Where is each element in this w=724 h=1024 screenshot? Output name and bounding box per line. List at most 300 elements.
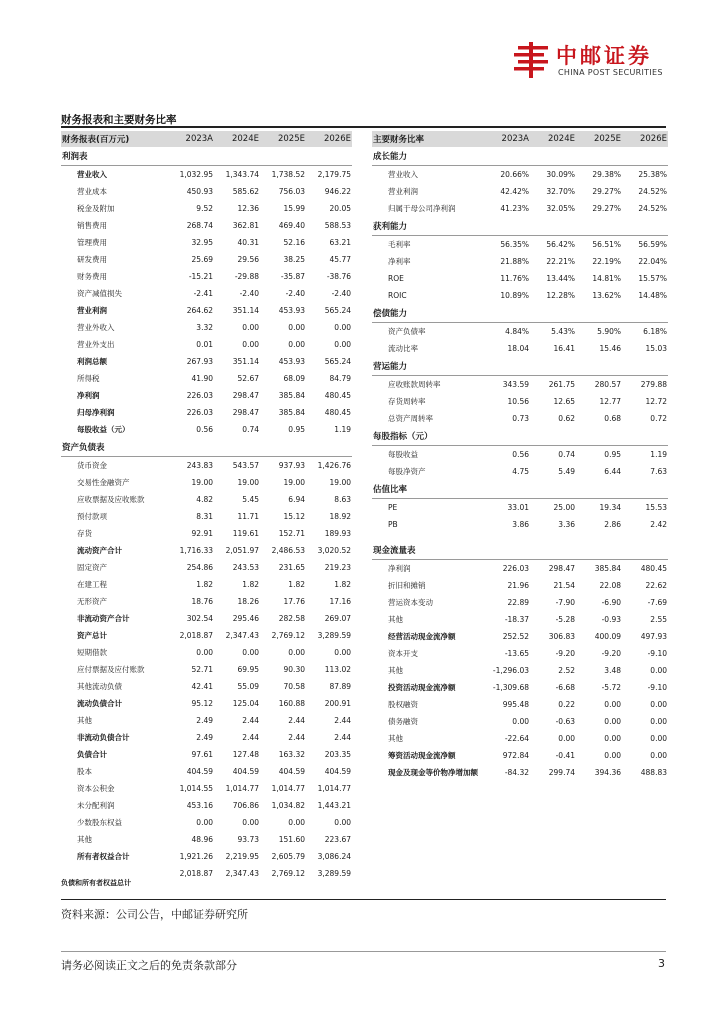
row-value: 90.30 [283, 665, 305, 674]
row-value: 394.36 [594, 768, 621, 777]
row-value: 2,347.43 [225, 631, 259, 640]
row-value: 219.23 [324, 563, 351, 572]
row-value: 5.43% [551, 327, 575, 336]
row-value: 362.81 [232, 221, 259, 230]
row-value: 1,014.77 [317, 784, 351, 793]
row-value: 3.48 [604, 666, 621, 675]
row-value: 7.63 [650, 467, 667, 476]
row-value: -29.88 [234, 272, 259, 281]
row-value: 19.00 [329, 478, 351, 487]
table-row [372, 594, 668, 611]
row-value: 1.82 [196, 580, 213, 589]
row-label: 非流动资产合计 [77, 614, 130, 623]
row-value: 97.61 [191, 750, 213, 759]
row-value: 42.42% [500, 187, 529, 196]
row-value: 55.09 [237, 682, 259, 691]
row-value: 0.00 [650, 666, 667, 675]
row-value: 279.88 [640, 380, 667, 389]
row-value: -2.40 [331, 289, 351, 298]
row-value: 1.82 [334, 580, 351, 589]
row-value: 3.32 [196, 323, 213, 332]
table-row [372, 662, 668, 679]
row-value: -18.37 [504, 615, 529, 624]
row-value: 33.01 [507, 503, 529, 512]
table-row [61, 627, 352, 644]
row-value: 1,034.82 [271, 801, 305, 810]
row-value: 280.57 [594, 380, 621, 389]
row-value: 252.52 [502, 632, 529, 641]
row-value: 20.66% [500, 170, 529, 179]
row-label: 营业收入 [388, 170, 418, 179]
row-value: 0.56 [512, 450, 529, 459]
row-value: 0.01 [196, 340, 213, 349]
row-value: 0.00 [196, 818, 213, 827]
disclaimer: 请务必阅读正文之后的免责条款部分 [61, 959, 237, 972]
row-value: 20.05 [329, 204, 351, 213]
table-row [61, 234, 352, 251]
row-label: 营业利润 [388, 187, 418, 196]
row-label: 总资产周转率 [388, 414, 433, 423]
table-row [61, 370, 352, 387]
row-value: 32.70% [546, 187, 575, 196]
row-value: 2.42 [650, 520, 667, 529]
row-value: 404.59 [324, 767, 351, 776]
row-value: 0.00 [604, 700, 621, 709]
row-label: 交易性金融资产 [77, 478, 130, 487]
table-row [61, 729, 352, 746]
row-value: 4.82 [196, 495, 213, 504]
row-value: 269.07 [324, 614, 351, 623]
table-row [61, 678, 352, 695]
row-value: 2.44 [288, 733, 305, 742]
row-value: 1,426.76 [317, 461, 351, 470]
row-value: -6.68 [555, 683, 575, 692]
row-value: 22.89 [507, 598, 529, 607]
row-value: 68.09 [283, 374, 305, 383]
table-row [372, 393, 668, 410]
row-value: 261.75 [548, 380, 575, 389]
table-row [61, 491, 352, 508]
row-value: 32.95 [191, 238, 213, 247]
row-value: -1,309.68 [492, 683, 529, 692]
row-value: 469.40 [278, 221, 305, 230]
row-value: 18.76 [191, 597, 213, 606]
table-row [372, 713, 668, 730]
table-row [372, 253, 668, 270]
row-value: 24.52% [638, 187, 667, 196]
row-value: 5.49 [558, 467, 575, 476]
row-value: 52.71 [191, 665, 213, 674]
row-label: 存货周转率 [388, 397, 426, 406]
row-value: 343.59 [502, 380, 529, 389]
table-row [372, 499, 668, 517]
row-label: 营业外收入 [77, 323, 115, 332]
row-label: 营业外支出 [77, 340, 115, 349]
row-value: 226.03 [502, 564, 529, 573]
table-row [61, 166, 352, 184]
top-divider [61, 126, 666, 128]
row-value: 1.19 [334, 425, 351, 434]
year-header: 2023A [484, 131, 530, 147]
row-label: 负债合计 [77, 750, 107, 759]
row-value: 282.58 [278, 614, 305, 623]
row-value: 302.54 [186, 614, 213, 623]
row-value: 0.00 [604, 751, 621, 760]
row-value: -7.90 [555, 598, 575, 607]
table-row [372, 270, 668, 287]
table-row [372, 410, 668, 427]
row-label: 资产负债率 [388, 327, 426, 336]
table-row [61, 508, 352, 525]
table-row [61, 525, 352, 542]
row-value: 63.21 [329, 238, 351, 247]
section-header-row [372, 304, 668, 323]
row-value: 40.31 [237, 238, 259, 247]
table-row [61, 251, 352, 268]
row-value: 200.91 [324, 699, 351, 708]
row-value: 1,014.77 [225, 784, 259, 793]
table-row [372, 730, 668, 747]
row-label: 归属于母公司净利润 [388, 204, 456, 213]
table-row [61, 746, 352, 763]
china-post-logo-icon [512, 42, 552, 78]
row-value: 2,051.97 [225, 546, 259, 555]
row-value: 497.93 [640, 632, 667, 641]
row-value: 1.82 [288, 580, 305, 589]
row-value: -22.64 [504, 734, 529, 743]
row-value: -9.20 [601, 649, 621, 658]
row-value: 0.00 [650, 700, 667, 709]
row-value: 543.57 [232, 461, 259, 470]
row-value: 42.41 [191, 682, 213, 691]
table-row [372, 376, 668, 394]
row-label: 债务融资 [388, 717, 418, 726]
row-value: 565.24 [324, 357, 351, 366]
row-value: 10.89% [500, 291, 529, 300]
row-value: 223.67 [324, 835, 351, 844]
row-label: 营业成本 [77, 187, 107, 196]
row-value: 6.18% [643, 327, 667, 336]
row-value: 0.95 [604, 450, 621, 459]
row-value: 1,014.77 [271, 784, 305, 793]
table-row [372, 323, 668, 341]
table-row [61, 814, 352, 831]
table-row [372, 236, 668, 254]
table-row [61, 610, 352, 627]
row-label: 股本 [77, 767, 92, 776]
row-value: 2.49 [196, 716, 213, 725]
table-row [61, 644, 352, 661]
row-value: 0.00 [196, 648, 213, 657]
row-value: 12.72 [645, 397, 667, 406]
row-label: PE [388, 503, 398, 512]
row-label: 税金及附加 [77, 204, 115, 213]
row-value: 1,032.95 [179, 170, 213, 179]
table-row [61, 661, 352, 678]
table-row [61, 831, 352, 848]
row-label: 股权融资 [388, 700, 418, 709]
table-row [372, 340, 668, 357]
row-label: 固定资产 [77, 563, 107, 572]
table-row [61, 576, 352, 593]
spacer-cell [622, 533, 668, 541]
row-value: 3,289.59 [317, 869, 351, 878]
row-label: 毛利率 [388, 240, 411, 249]
row-label: 存货 [77, 529, 92, 538]
table-row [61, 302, 352, 319]
row-value: 56.59% [638, 240, 667, 249]
table-row [372, 747, 668, 764]
row-value: 15.99 [283, 204, 305, 213]
row-value: 30.09% [546, 170, 575, 179]
row-value: 2,179.75 [317, 170, 351, 179]
row-value: 3.36 [558, 520, 575, 529]
row-value: 0.00 [650, 751, 667, 760]
row-value: -5.28 [555, 615, 575, 624]
year-header: 2026E [622, 131, 668, 147]
row-value: 16.41 [553, 344, 575, 353]
row-label: 每股收益（元） [77, 425, 130, 434]
row-label: ROE [388, 274, 404, 283]
row-value: 0.74 [242, 425, 259, 434]
table-row [61, 695, 352, 712]
row-value: 306.83 [548, 632, 575, 641]
logo-chinese-name: 中邮证券 [556, 44, 652, 68]
row-value: -1,296.03 [492, 666, 529, 675]
row-value: 5.45 [242, 495, 259, 504]
row-value: 453.93 [278, 306, 305, 315]
row-value: 946.22 [324, 187, 351, 196]
row-label: 预付款项 [77, 512, 107, 521]
row-value: -2.41 [193, 289, 213, 298]
table-row [61, 848, 352, 865]
row-value: 450.93 [186, 187, 213, 196]
table-header-label: 财务报表(百万元) [61, 131, 168, 147]
row-value: 0.22 [558, 700, 575, 709]
row-value: 32.05% [546, 204, 575, 213]
row-value: 8.31 [196, 512, 213, 521]
spacer-row [372, 533, 668, 541]
section-title: 财务报表和主要财务比率 [61, 114, 177, 126]
table-row [61, 353, 352, 370]
row-value: 18.92 [329, 512, 351, 521]
row-value: 0.00 [512, 717, 529, 726]
table-row [372, 696, 668, 713]
row-value: 0.00 [604, 717, 621, 726]
row-label: 营业收入 [77, 170, 107, 179]
section-title: 利润表 [61, 147, 352, 166]
row-value: 18.04 [507, 344, 529, 353]
row-value: 12.28% [546, 291, 575, 300]
row-value: 18.26 [237, 597, 259, 606]
financial-statements-table [61, 131, 352, 882]
row-value: 480.45 [324, 391, 351, 400]
row-label: 财务费用 [77, 272, 107, 281]
row-label: 少数股东权益 [77, 818, 122, 827]
table-row [372, 183, 668, 200]
row-value: 21.88% [500, 257, 529, 266]
row-value: 14.48% [638, 291, 667, 300]
row-value: 8.63 [334, 495, 351, 504]
row-value: 2.44 [242, 716, 259, 725]
row-value: 19.00 [237, 478, 259, 487]
row-value: 13.62% [592, 291, 621, 300]
row-value: 0.00 [288, 648, 305, 657]
table-row [372, 628, 668, 645]
row-value: 3.86 [512, 520, 529, 529]
row-value: 2.86 [604, 520, 621, 529]
row-value: -84.32 [504, 768, 529, 777]
row-value: 0.00 [288, 818, 305, 827]
row-value: 17.76 [283, 597, 305, 606]
row-label: 研发费用 [77, 255, 107, 264]
spacer-cell [372, 533, 484, 541]
row-value: 15.57% [638, 274, 667, 283]
source-note: 资料来源：公司公告，中邮证券研究所 [61, 908, 248, 921]
row-label: 管理费用 [77, 238, 107, 247]
table-row [372, 287, 668, 304]
row-value: 706.86 [232, 801, 259, 810]
row-value: -9.10 [647, 683, 667, 692]
row-label: 无形资产 [77, 597, 107, 606]
row-value: 38.25 [283, 255, 305, 264]
year-header: 2023A [168, 131, 214, 147]
row-label: 短期借款 [77, 648, 107, 657]
row-label: PB [388, 520, 398, 529]
row-value: 453.16 [186, 801, 213, 810]
row-value: 93.73 [237, 835, 259, 844]
row-value: 45.77 [329, 255, 351, 264]
row-value: 22.04% [638, 257, 667, 266]
row-value: 2,605.79 [271, 852, 305, 861]
row-value: 15.46 [599, 344, 621, 353]
row-value: 22.19% [592, 257, 621, 266]
section-title: 偿债能力 [372, 304, 668, 323]
section-header-row [372, 427, 668, 446]
row-value: 264.62 [186, 306, 213, 315]
row-value: 226.03 [186, 391, 213, 400]
row-value: 19.34 [599, 503, 621, 512]
row-value: 756.03 [278, 187, 305, 196]
row-value: 2.44 [334, 716, 351, 725]
row-label: 在建工程 [77, 580, 107, 589]
row-value: 113.02 [324, 665, 351, 674]
row-value: 4.84% [505, 327, 529, 336]
row-value: 226.03 [186, 408, 213, 417]
row-value: 243.53 [232, 563, 259, 572]
row-value: 0.00 [242, 323, 259, 332]
row-value: 4.75 [512, 467, 529, 476]
row-value: 0.00 [334, 818, 351, 827]
row-value: 29.27% [592, 204, 621, 213]
row-value: 0.00 [242, 340, 259, 349]
row-value: 385.84 [278, 391, 305, 400]
row-value: 0.00 [334, 340, 351, 349]
row-value: 0.00 [650, 734, 667, 743]
row-label: 每股收益 [388, 450, 418, 459]
row-value: 5.90% [597, 327, 621, 336]
row-value: 3,020.52 [317, 546, 351, 555]
row-label: 现金及现金等价物净增加额 [388, 768, 478, 777]
row-label: 资本开支 [388, 649, 418, 658]
row-value: 268.74 [186, 221, 213, 230]
row-value: 21.96 [507, 581, 529, 590]
row-value: 12.77 [599, 397, 621, 406]
row-value: 70.58 [283, 682, 305, 691]
row-value: 48.96 [191, 835, 213, 844]
row-label: 其他 [388, 734, 403, 743]
row-value: 92.91 [191, 529, 213, 538]
row-label: 筹资活动现金流净额 [388, 751, 456, 760]
row-value: -7.69 [647, 598, 667, 607]
row-value: 995.48 [502, 700, 529, 709]
row-value: 11.76% [500, 274, 529, 283]
row-value: 0.00 [288, 323, 305, 332]
row-value: 127.48 [232, 750, 259, 759]
row-value: 22.21% [546, 257, 575, 266]
year-header: 2025E [576, 131, 622, 147]
row-value: 1.82 [242, 580, 259, 589]
total-liabilities-equity-label: 负债和所有者权益总计 [61, 879, 131, 887]
table-row [372, 645, 668, 662]
row-value: 21.54 [553, 581, 575, 590]
row-value: 69.95 [237, 665, 259, 674]
row-value: 1,716.33 [179, 546, 213, 555]
row-value: 2.44 [334, 733, 351, 742]
row-value: 254.86 [186, 563, 213, 572]
row-value: 25.38% [638, 170, 667, 179]
row-value: 2.44 [242, 733, 259, 742]
row-value: 12.65 [553, 397, 575, 406]
section-title: 资产负债表 [61, 438, 352, 457]
year-header: 2026E [306, 131, 352, 147]
row-value: 295.46 [232, 614, 259, 623]
table-row [372, 560, 668, 578]
row-label: 应收票据及应收账款 [77, 495, 145, 504]
row-value: 0.00 [242, 818, 259, 827]
row-value: 385.84 [594, 564, 621, 573]
row-value: 3,289.59 [317, 631, 351, 640]
row-value: 937.93 [278, 461, 305, 470]
row-value: 2.55 [650, 615, 667, 624]
row-value: -2.40 [239, 289, 259, 298]
row-value: 0.00 [650, 717, 667, 726]
table-row [61, 319, 352, 336]
row-label: 所得税 [77, 374, 100, 383]
row-value: 203.35 [324, 750, 351, 759]
table-row [372, 516, 668, 533]
row-value: 56.51% [592, 240, 621, 249]
row-value: 9.52 [196, 204, 213, 213]
table-row [61, 217, 352, 234]
row-value: 385.84 [278, 408, 305, 417]
row-value: 1,443.21 [317, 801, 351, 810]
table-row [61, 559, 352, 576]
table-row [372, 463, 668, 480]
row-value: 56.35% [500, 240, 529, 249]
row-value: 19.00 [283, 478, 305, 487]
row-value: 84.79 [329, 374, 351, 383]
row-label: 资本公积金 [77, 784, 115, 793]
table-row [372, 679, 668, 696]
row-value: 29.56 [237, 255, 259, 264]
row-value: 3,086.24 [317, 852, 351, 861]
row-value: 52.67 [237, 374, 259, 383]
table-row [61, 797, 352, 814]
table-row [61, 421, 352, 438]
row-label: 净利润 [388, 564, 411, 573]
row-value: 25.69 [191, 255, 213, 264]
